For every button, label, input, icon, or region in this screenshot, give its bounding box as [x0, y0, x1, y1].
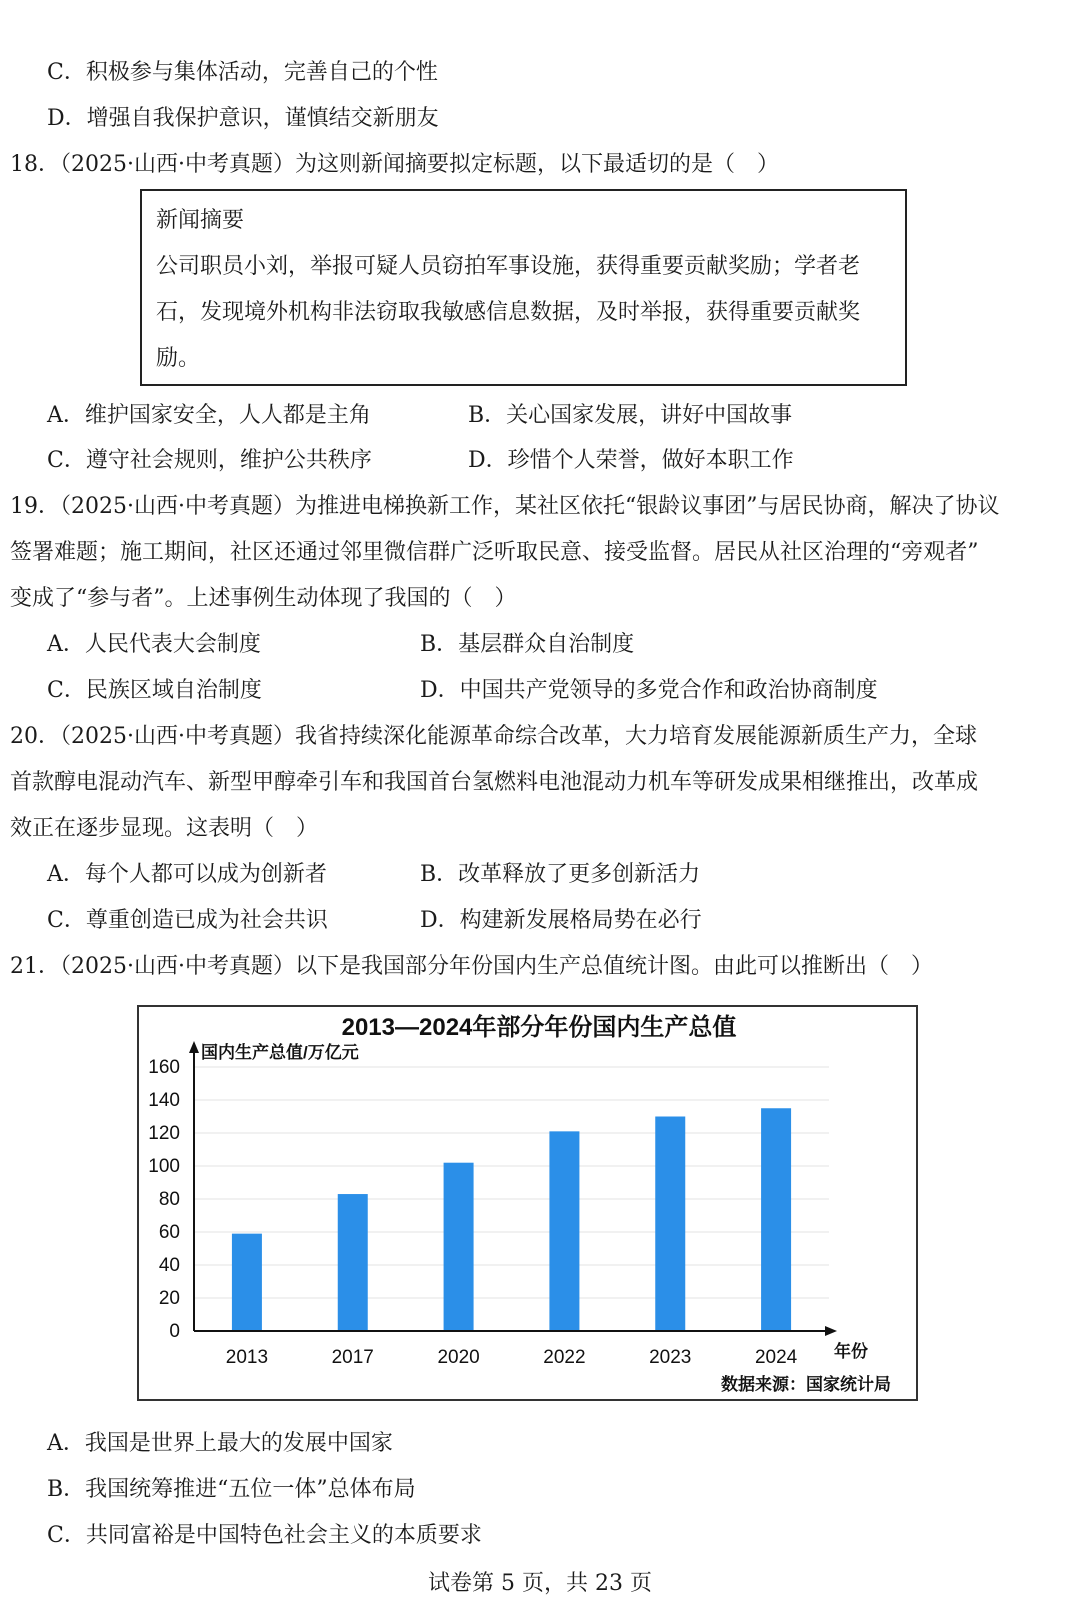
y-tick-label: 20: [158, 1288, 180, 1309]
bar-2023: [655, 1117, 685, 1332]
x-tick-label: 2020: [437, 1347, 480, 1368]
q20-stem-line-2: 首款醇电混动汽车、新型甲醇牵引车和我国首台氢燃料电池混动力机车等研发成果相继推出，改革成: [10, 770, 979, 795]
chart-ylabel: 国内生产总值/万亿元: [201, 1043, 359, 1062]
bar-2017: [338, 1194, 368, 1331]
q19-option-b: B．基层群众自治制度: [420, 632, 635, 657]
y-tick-label: 40: [158, 1255, 180, 1276]
bar-2024: [761, 1108, 791, 1331]
bar-2020: [444, 1163, 474, 1331]
chart-source: 数据来源：国家统计局: [721, 1375, 891, 1394]
x-axis-arrow: [825, 1326, 837, 1336]
gdp-chart: [137, 1005, 918, 1401]
x-tick-label: 2023: [649, 1347, 692, 1368]
q19-option-a: A．人民代表大会制度: [47, 632, 261, 657]
y-tick-label: 160: [148, 1057, 180, 1078]
q20-option-b: B．改革释放了更多创新活力: [420, 862, 701, 887]
page-footer: 试卷第 5 页，共 23 页: [428, 1571, 652, 1596]
q19-option-c: C．民族区域自治制度: [47, 678, 262, 703]
news-summary-title: 新闻摘要: [156, 208, 245, 233]
x-tick-label: 2017: [331, 1347, 374, 1368]
gdp-chart-svg: [139, 1007, 916, 1399]
x-tick-label: 2024: [754, 1347, 798, 1368]
y-axis-arrow: [189, 1041, 199, 1053]
q18-option-a: A．维护国家安全，人人都是主角: [47, 403, 371, 428]
q20-option-c: C．尊重创造已成为社会共识: [47, 908, 328, 933]
q18-stem: 18．（2025·山西·中考真题）为这则新闻摘要拟定标题，以下最适切的是（ ）: [10, 152, 779, 177]
q19-stem-line-3: 变成了“参与者”。上述事例生动体现了我国的（ ）: [10, 586, 517, 611]
q20-stem-line-1: 20．（2025·山西·中考真题）我省持续深化能源革命综合改革，大力培育发展能源新质生产力，全球: [10, 724, 977, 749]
x-tick-label: 2013: [225, 1347, 269, 1368]
q21-option-a: A．我国是世界上最大的发展中国家: [47, 1431, 393, 1456]
q21-stem: 21．（2025·山西·中考真题）以下是我国部分年份国内生产总值统计图。由此可以推断出（ ）: [10, 954, 933, 979]
bar-2013: [232, 1234, 262, 1331]
q20-option-d: D．构建新发展格局势在必行: [420, 908, 702, 933]
y-tick-label: 100: [148, 1156, 180, 1177]
q18-option-d: D．珍惜个人荣誉，做好本职工作: [468, 448, 794, 473]
q19-stem-line-1: 19．（2025·山西·中考真题）为推进电梯换新工作，某社区依托“银龄议事团”与居民协商，解决了协议: [10, 494, 1000, 519]
news-summary-line-3: 励。: [156, 346, 201, 371]
x-tick-label: 2022: [543, 1347, 586, 1368]
y-tick-label: 120: [148, 1123, 180, 1144]
news-summary-line-1: 公司职员小刘，举报可疑人员窃拍军事设施，获得重要贡献奖励；学者老: [156, 254, 861, 279]
y-tick-label: 60: [158, 1222, 180, 1243]
chart-xlabel: 年份: [834, 1342, 868, 1361]
news-summary-box: [140, 189, 907, 386]
q18-option-b: B．关心国家发展，讲好中国故事: [468, 403, 793, 428]
y-tick-label: 0: [169, 1321, 180, 1342]
option-d-prev: D．增强自我保护意识，谨慎结交新朋友: [47, 106, 439, 131]
chart-title: 2013—2024年部分年份国内生产总值: [341, 1014, 737, 1041]
q19-option-d: D．中国共产党领导的多党合作和政治协商制度: [420, 678, 878, 703]
y-tick-label: 80: [158, 1189, 180, 1210]
option-c-prev: C．积极参与集体活动，完善自己的个性: [47, 60, 438, 85]
q19-stem-line-2: 签署难题；施工期间，社区还通过邻里微信群广泛听取民意、接受监督。居民从社区治理的“旁观者”: [10, 540, 979, 565]
q18-option-c: C．遵守社会规则，维护公共秩序: [47, 448, 372, 473]
y-tick-label: 140: [148, 1090, 180, 1111]
q20-stem-line-3: 效正在逐步显现。这表明（ ）: [10, 816, 319, 841]
bar-2022: [549, 1131, 579, 1331]
q21-option-c: C．共同富裕是中国特色社会主义的本质要求: [47, 1523, 482, 1548]
news-summary-line-2: 石，发现境外机构非法窃取我敏感信息数据，及时举报，获得重要贡献奖: [156, 300, 861, 325]
q20-option-a: A．每个人都可以成为创新者: [47, 862, 327, 887]
q21-option-b: B．我国统筹推进“五位一体”总体布局: [47, 1477, 416, 1502]
